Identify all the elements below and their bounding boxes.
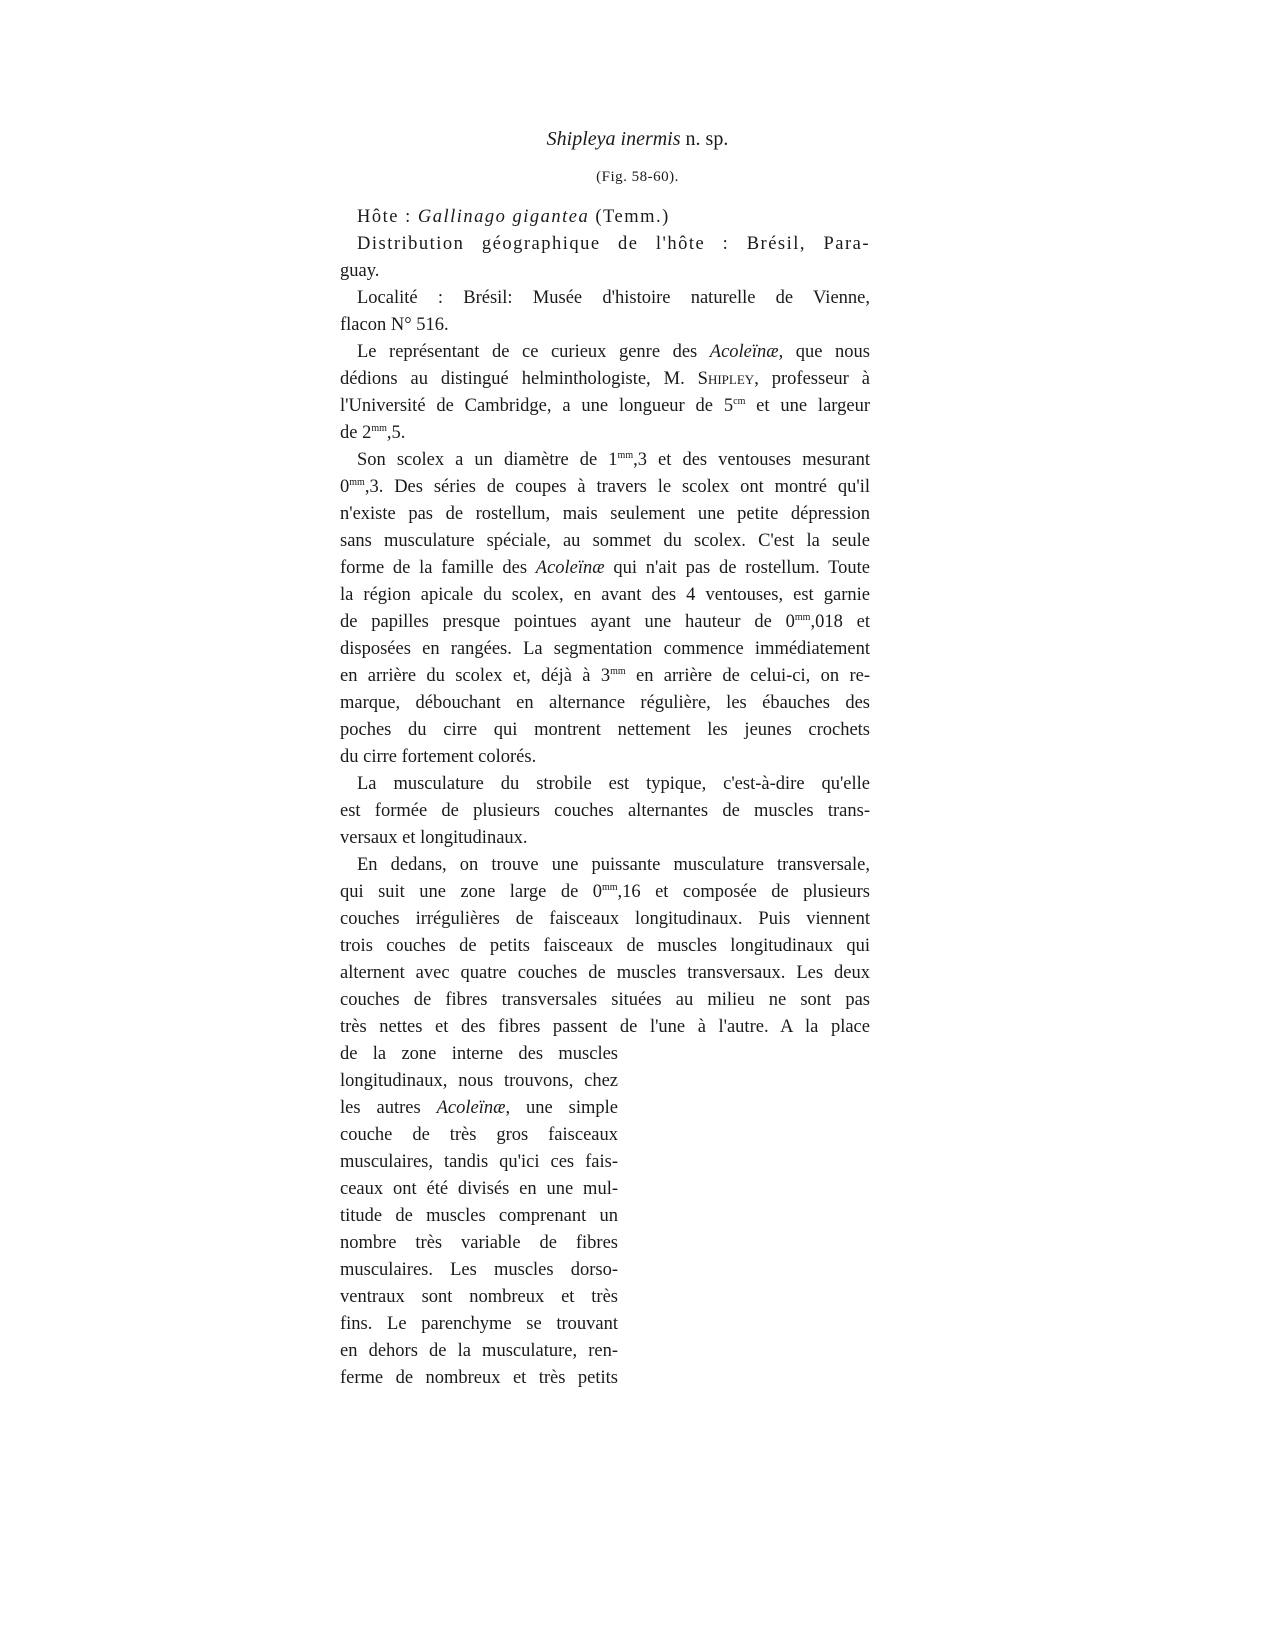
text-segment: Localité : Brésil: Musée d'histoire naturelle de Vienne, bbox=[357, 288, 870, 308]
text-segment: ,018 et bbox=[810, 612, 870, 632]
text-line bbox=[340, 663, 870, 690]
text-segment: couches de fibres transversales situées au milieu ne sont pas bbox=[340, 990, 870, 1010]
italic-taxon: Acoleïnæ bbox=[436, 1098, 506, 1118]
text-line bbox=[340, 906, 870, 933]
text-line bbox=[340, 258, 870, 285]
species-name: Shipleya inermis bbox=[546, 128, 681, 150]
text-segment: dédions au distingué helminthologiste, M. bbox=[340, 369, 698, 389]
text-line bbox=[340, 717, 870, 744]
text-segment: l'Université de Cambridge, a une longueur de 5 bbox=[340, 396, 734, 416]
unit-superscript: mm bbox=[794, 612, 811, 623]
unit-superscript: mm bbox=[371, 423, 387, 434]
text-line bbox=[340, 501, 870, 528]
text-segment: nombre très variable de fibres bbox=[340, 1233, 618, 1253]
text-line bbox=[340, 204, 870, 231]
species-heading bbox=[0, 128, 1275, 151]
text-segment: musculaires, tandis qu'ici ces fais- bbox=[340, 1152, 618, 1172]
unit-superscript: mm bbox=[610, 666, 626, 677]
text-segment: poches du cirre qui montrent nettement les jeunes crochets bbox=[340, 720, 870, 740]
text-segment: qui suit une zone large de 0 bbox=[340, 882, 602, 902]
text-segment: couche de très gros faisceaux bbox=[340, 1125, 618, 1145]
text-line bbox=[340, 1095, 618, 1122]
text-segment: 0 bbox=[340, 477, 350, 497]
text-line bbox=[340, 312, 870, 339]
text-line bbox=[340, 960, 870, 987]
text-segment: , une simple bbox=[505, 1098, 618, 1118]
text-segment: en arrière de celui-ci, on re- bbox=[625, 666, 870, 686]
text-segment: très nettes et des fibres passent de l'une à l'autre. A la place bbox=[340, 1017, 870, 1037]
text-line bbox=[340, 987, 870, 1014]
text-line bbox=[340, 447, 870, 474]
text-segment: marque, débouchant en alternance régulière, les ébauches des bbox=[340, 693, 870, 713]
text-line bbox=[340, 1041, 618, 1068]
unit-superscript: mm bbox=[349, 477, 365, 488]
text-segment: ,16 et composée de plusieurs bbox=[617, 882, 870, 902]
unit-superscript: cm bbox=[733, 396, 746, 407]
text-segment: En dedans, on trouve une puissante musculature transversale, bbox=[357, 855, 870, 875]
text-segment: ,3. Des séries de coupes à travers le scolex ont montré qu'il bbox=[364, 477, 870, 497]
text-segment: musculaires. Les muscles dorso- bbox=[340, 1260, 618, 1280]
text-segment: Son scolex a un diamètre de 1 bbox=[357, 450, 618, 470]
body-text bbox=[340, 204, 870, 1392]
text-line bbox=[340, 879, 870, 906]
text-line bbox=[340, 231, 870, 258]
text-line bbox=[340, 1122, 618, 1149]
text-segment: Hôte : bbox=[357, 207, 418, 227]
text-segment: sans musculature spéciale, au sommet du scolex. C'est la seule bbox=[340, 531, 870, 551]
text-segment: , que nous bbox=[778, 342, 870, 362]
text-line bbox=[340, 582, 870, 609]
text-segment: La musculature du strobile est typique, c'est-à-dire qu'elle bbox=[357, 774, 870, 794]
text-segment: la région apicale du scolex, en avant des 4 ventouses, est garnie bbox=[340, 585, 870, 605]
text-segment: de papilles presque pointues ayant une hauteur de 0 bbox=[340, 612, 795, 632]
text-line bbox=[340, 1230, 618, 1257]
text-line bbox=[340, 1014, 870, 1041]
unit-superscript: mm bbox=[601, 882, 618, 893]
text-segment: du cirre fortement colorés. bbox=[340, 747, 537, 767]
text-segment: , professeur à bbox=[754, 369, 870, 389]
text-line bbox=[340, 636, 870, 663]
italic-taxon: Gallinago gigantea bbox=[417, 207, 590, 227]
text-line bbox=[340, 1068, 618, 1095]
text-segment: couches irrégulières de faisceaux longitudinaux. Puis viennent bbox=[340, 909, 870, 929]
text-segment: forme de la famille des bbox=[340, 558, 536, 578]
text-segment: disposées en rangées. La segmentation commence immédiatement bbox=[340, 639, 870, 659]
text-segment: ,5. bbox=[386, 423, 406, 443]
text-line bbox=[340, 474, 870, 501]
figure-reference: (Fig. 58-60). bbox=[596, 169, 679, 185]
text-segment: qui n'ait pas de rostellum. Toute bbox=[604, 558, 870, 578]
text-line bbox=[340, 771, 870, 798]
text-segment: n'existe pas de rostellum, mais seulement une petite dépression bbox=[340, 504, 870, 524]
text-line bbox=[340, 339, 870, 366]
text-segment: longitudinaux, nous trouvons, chez bbox=[340, 1071, 618, 1091]
text-segment: de la zone interne des muscles bbox=[340, 1044, 618, 1064]
text-line bbox=[340, 609, 870, 636]
text-segment: versaux et longitudinaux. bbox=[340, 828, 528, 848]
text-segment: trois couches de petits faisceaux de muscles longitudinaux qui bbox=[340, 936, 870, 956]
text-line bbox=[340, 393, 870, 420]
text-segment: ventraux sont nombreux et très bbox=[340, 1287, 618, 1307]
text-line bbox=[340, 825, 870, 852]
text-line bbox=[340, 366, 870, 393]
text-segment: Le représentant de ce curieux genre des bbox=[357, 342, 710, 362]
text-line bbox=[340, 798, 870, 825]
text-segment: les autres bbox=[340, 1098, 437, 1118]
text-line bbox=[340, 420, 870, 447]
small-caps-name: Shipley bbox=[697, 369, 755, 389]
text-segment: ceaux ont été divisés en une mul- bbox=[340, 1179, 618, 1199]
text-line bbox=[340, 690, 870, 717]
text-line bbox=[340, 933, 870, 960]
text-segment: (Temm.) bbox=[589, 207, 670, 227]
text-line bbox=[340, 285, 870, 312]
text-line bbox=[340, 1311, 618, 1338]
text-line bbox=[340, 555, 870, 582]
text-line bbox=[340, 1338, 618, 1365]
unit-superscript: mm bbox=[617, 450, 634, 461]
text-segment: en dehors de la musculature, ren- bbox=[340, 1341, 618, 1361]
text-line bbox=[340, 528, 870, 555]
italic-taxon: Acoleïnæ bbox=[535, 558, 605, 578]
text-segment: de 2 bbox=[340, 423, 372, 443]
species-suffix: n. sp. bbox=[680, 128, 729, 150]
text-line bbox=[340, 852, 870, 879]
text-line bbox=[340, 1284, 618, 1311]
italic-taxon: Acoleïnæ bbox=[709, 342, 779, 362]
text-line bbox=[340, 1149, 618, 1176]
text-segment: flacon N° 516. bbox=[340, 315, 449, 335]
text-segment: guay. bbox=[340, 261, 380, 281]
text-line bbox=[340, 744, 870, 771]
text-segment: ,3 et des ventouses mesurant bbox=[633, 450, 871, 470]
text-segment: en arrière du scolex et, déjà à 3 bbox=[340, 666, 611, 686]
text-line bbox=[340, 1365, 618, 1392]
text-segment: fins. Le parenchyme se trouvant bbox=[340, 1314, 618, 1334]
text-segment: alternent avec quatre couches de muscles transversaux. Les deux bbox=[340, 963, 870, 983]
text-line bbox=[340, 1257, 618, 1284]
text-line bbox=[340, 1176, 618, 1203]
text-segment: Distribution géographique de l'hôte : Brésil, Para- bbox=[357, 234, 870, 254]
text-segment: et une largeur bbox=[745, 396, 870, 416]
text-segment: est formée de plusieurs couches alternantes de muscles trans- bbox=[340, 801, 870, 821]
text-segment: ferme de nombreux et très petits bbox=[340, 1368, 618, 1388]
text-line bbox=[340, 1203, 618, 1230]
text-segment: titude de muscles comprenant un bbox=[340, 1206, 618, 1226]
